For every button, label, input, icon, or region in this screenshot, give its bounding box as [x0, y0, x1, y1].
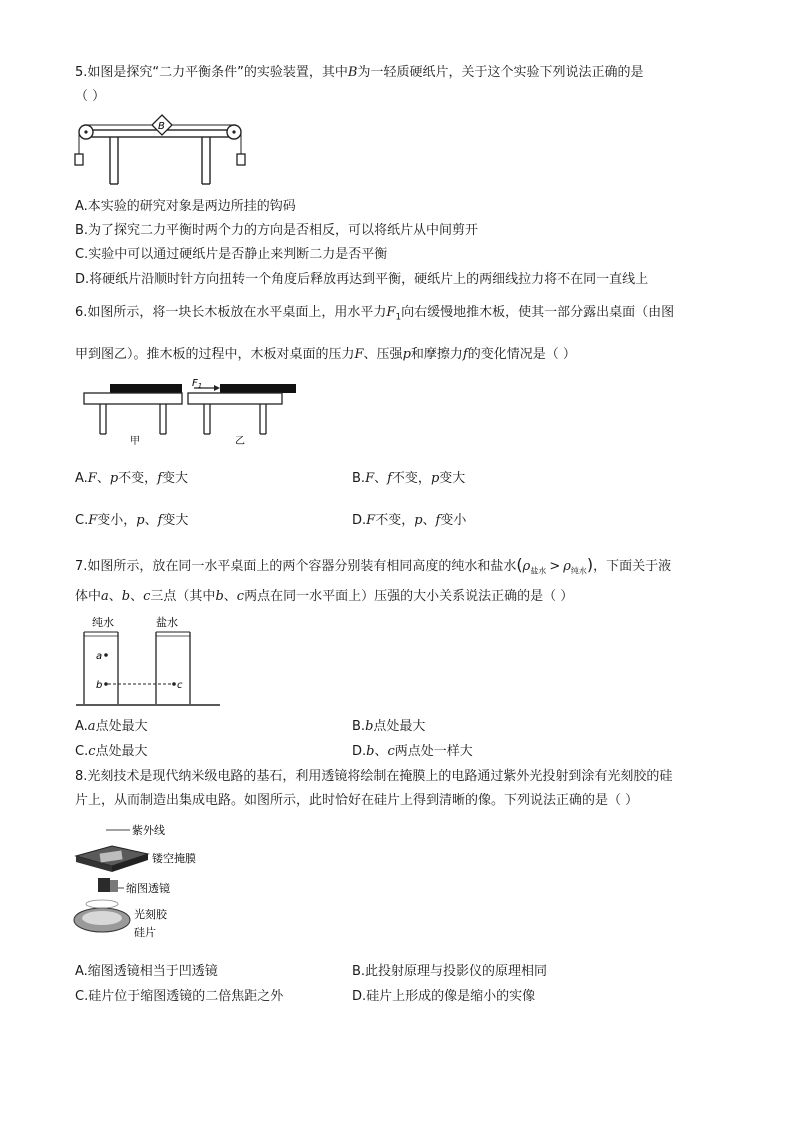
q5-stem: 5.如图是探究“二力平衡条件”的实验装置，其中B为一轻质硬纸片，关于这个实验下列说法正确的是	[75, 65, 644, 80]
q6-option-d: D.F不变，p、f变小	[352, 513, 467, 528]
q7-figure-point-a: a	[96, 651, 103, 662]
q7-option-a: A.a点处最大	[75, 719, 148, 734]
q5-option-d: D.将硬纸片沿顺时针方向扭转一个角度后释放再达到平衡，硬纸片上的两细线拉力将不在同一直线上	[75, 272, 649, 287]
q6-figure-force-label: $F_1$	[192, 378, 203, 390]
q7-option-b: B.b点处最大	[352, 719, 426, 734]
q7-figure-point-c: c	[177, 680, 183, 691]
q7-figure-point-b: b	[96, 680, 103, 691]
q5-answer-paren: （ ）	[75, 89, 106, 104]
q8-figure-label-wafer: 硅片	[134, 926, 156, 939]
q5-figure	[72, 112, 252, 190]
q8-option-a: A.缩图透镜相当于凹透镜	[75, 964, 218, 979]
q7-option-c: C.c点处最大	[75, 744, 148, 759]
q6-option-c: C.F变小，p、f变大	[75, 513, 189, 528]
q8-stem-line1: 8.光刻技术是现代纳米级电路的基石，利用透镜将绘制在掩膜上的电路通过紫外光投射到涂有光刻胶的硅	[75, 769, 673, 784]
q6-figure	[80, 378, 300, 448]
q8-figure-label-lens: 缩图透镜	[126, 882, 170, 895]
q5-figure-label: B	[158, 121, 165, 132]
q6-figure-label-yi: 乙	[235, 436, 245, 447]
q8-figure	[72, 820, 214, 946]
q6-stem-line1: 6.如图所示，将一块长木板放在水平桌面上，用水平力$F_1$向右缓慢地推木板，使其一部分露出桌面（由图	[75, 305, 675, 323]
q8-stem-line2: 片上，从而制造出集成电路。如图所示，此时恰好在硅片上得到清晰的像。下列说法正确的是（ ）	[75, 793, 639, 808]
q5-option-b: B.为了探究二力平衡时两个力的方向是否相反，可以将纸片从中间剪开	[75, 223, 479, 238]
q7-stem-line1: 7.如图所示，放在同一水平桌面上的两个容器分别装有相同高度的纯水和盐水$(\rho_{盐水} > \rho_{纯水})$，下面关于液	[75, 555, 672, 576]
q8-figure-label-uv: 紫外线	[132, 824, 165, 837]
q7-figure-label-pure: 纯水	[92, 616, 114, 629]
q8-option-d: D.硅片上形成的像是缩小的实像	[352, 989, 536, 1004]
q7-figure-label-salt: 盐水	[156, 616, 178, 629]
q5-option-c: C.实验中可以通过硬纸片是否静止来判断二力是否平衡	[75, 247, 388, 262]
q6-stem-line2: 甲到图乙）。推木板的过程中，木板对桌面的压力F、压强p和摩擦力f的变化情况是（ ）	[75, 347, 576, 362]
q8-figure-label-photoresist: 光刻胶	[134, 908, 167, 921]
q6-option-a: A.F、p不变，f变大	[75, 471, 189, 486]
q7-stem-line2: 体中a、b、c三点（其中b、c两点在同一水平面上）压强的大小关系说法正确的是（ ）	[75, 589, 574, 604]
q7-figure	[74, 612, 224, 710]
q8-option-b: B.此投射原理与投影仪的原理相同	[352, 964, 548, 979]
q8-option-c: C.硅片位于缩图透镜的二倍焦距之外	[75, 989, 284, 1004]
q7-option-d: D.b、c两点处一样大	[352, 744, 473, 759]
q5-option-a: A.本实验的研究对象是两边所挂的钩码	[75, 199, 296, 214]
q6-figure-label-jia: 甲	[130, 436, 140, 447]
q8-figure-label-mask: 镂空掩膜	[152, 852, 196, 865]
q6-option-b: B.F、f不变，p变大	[352, 471, 466, 486]
